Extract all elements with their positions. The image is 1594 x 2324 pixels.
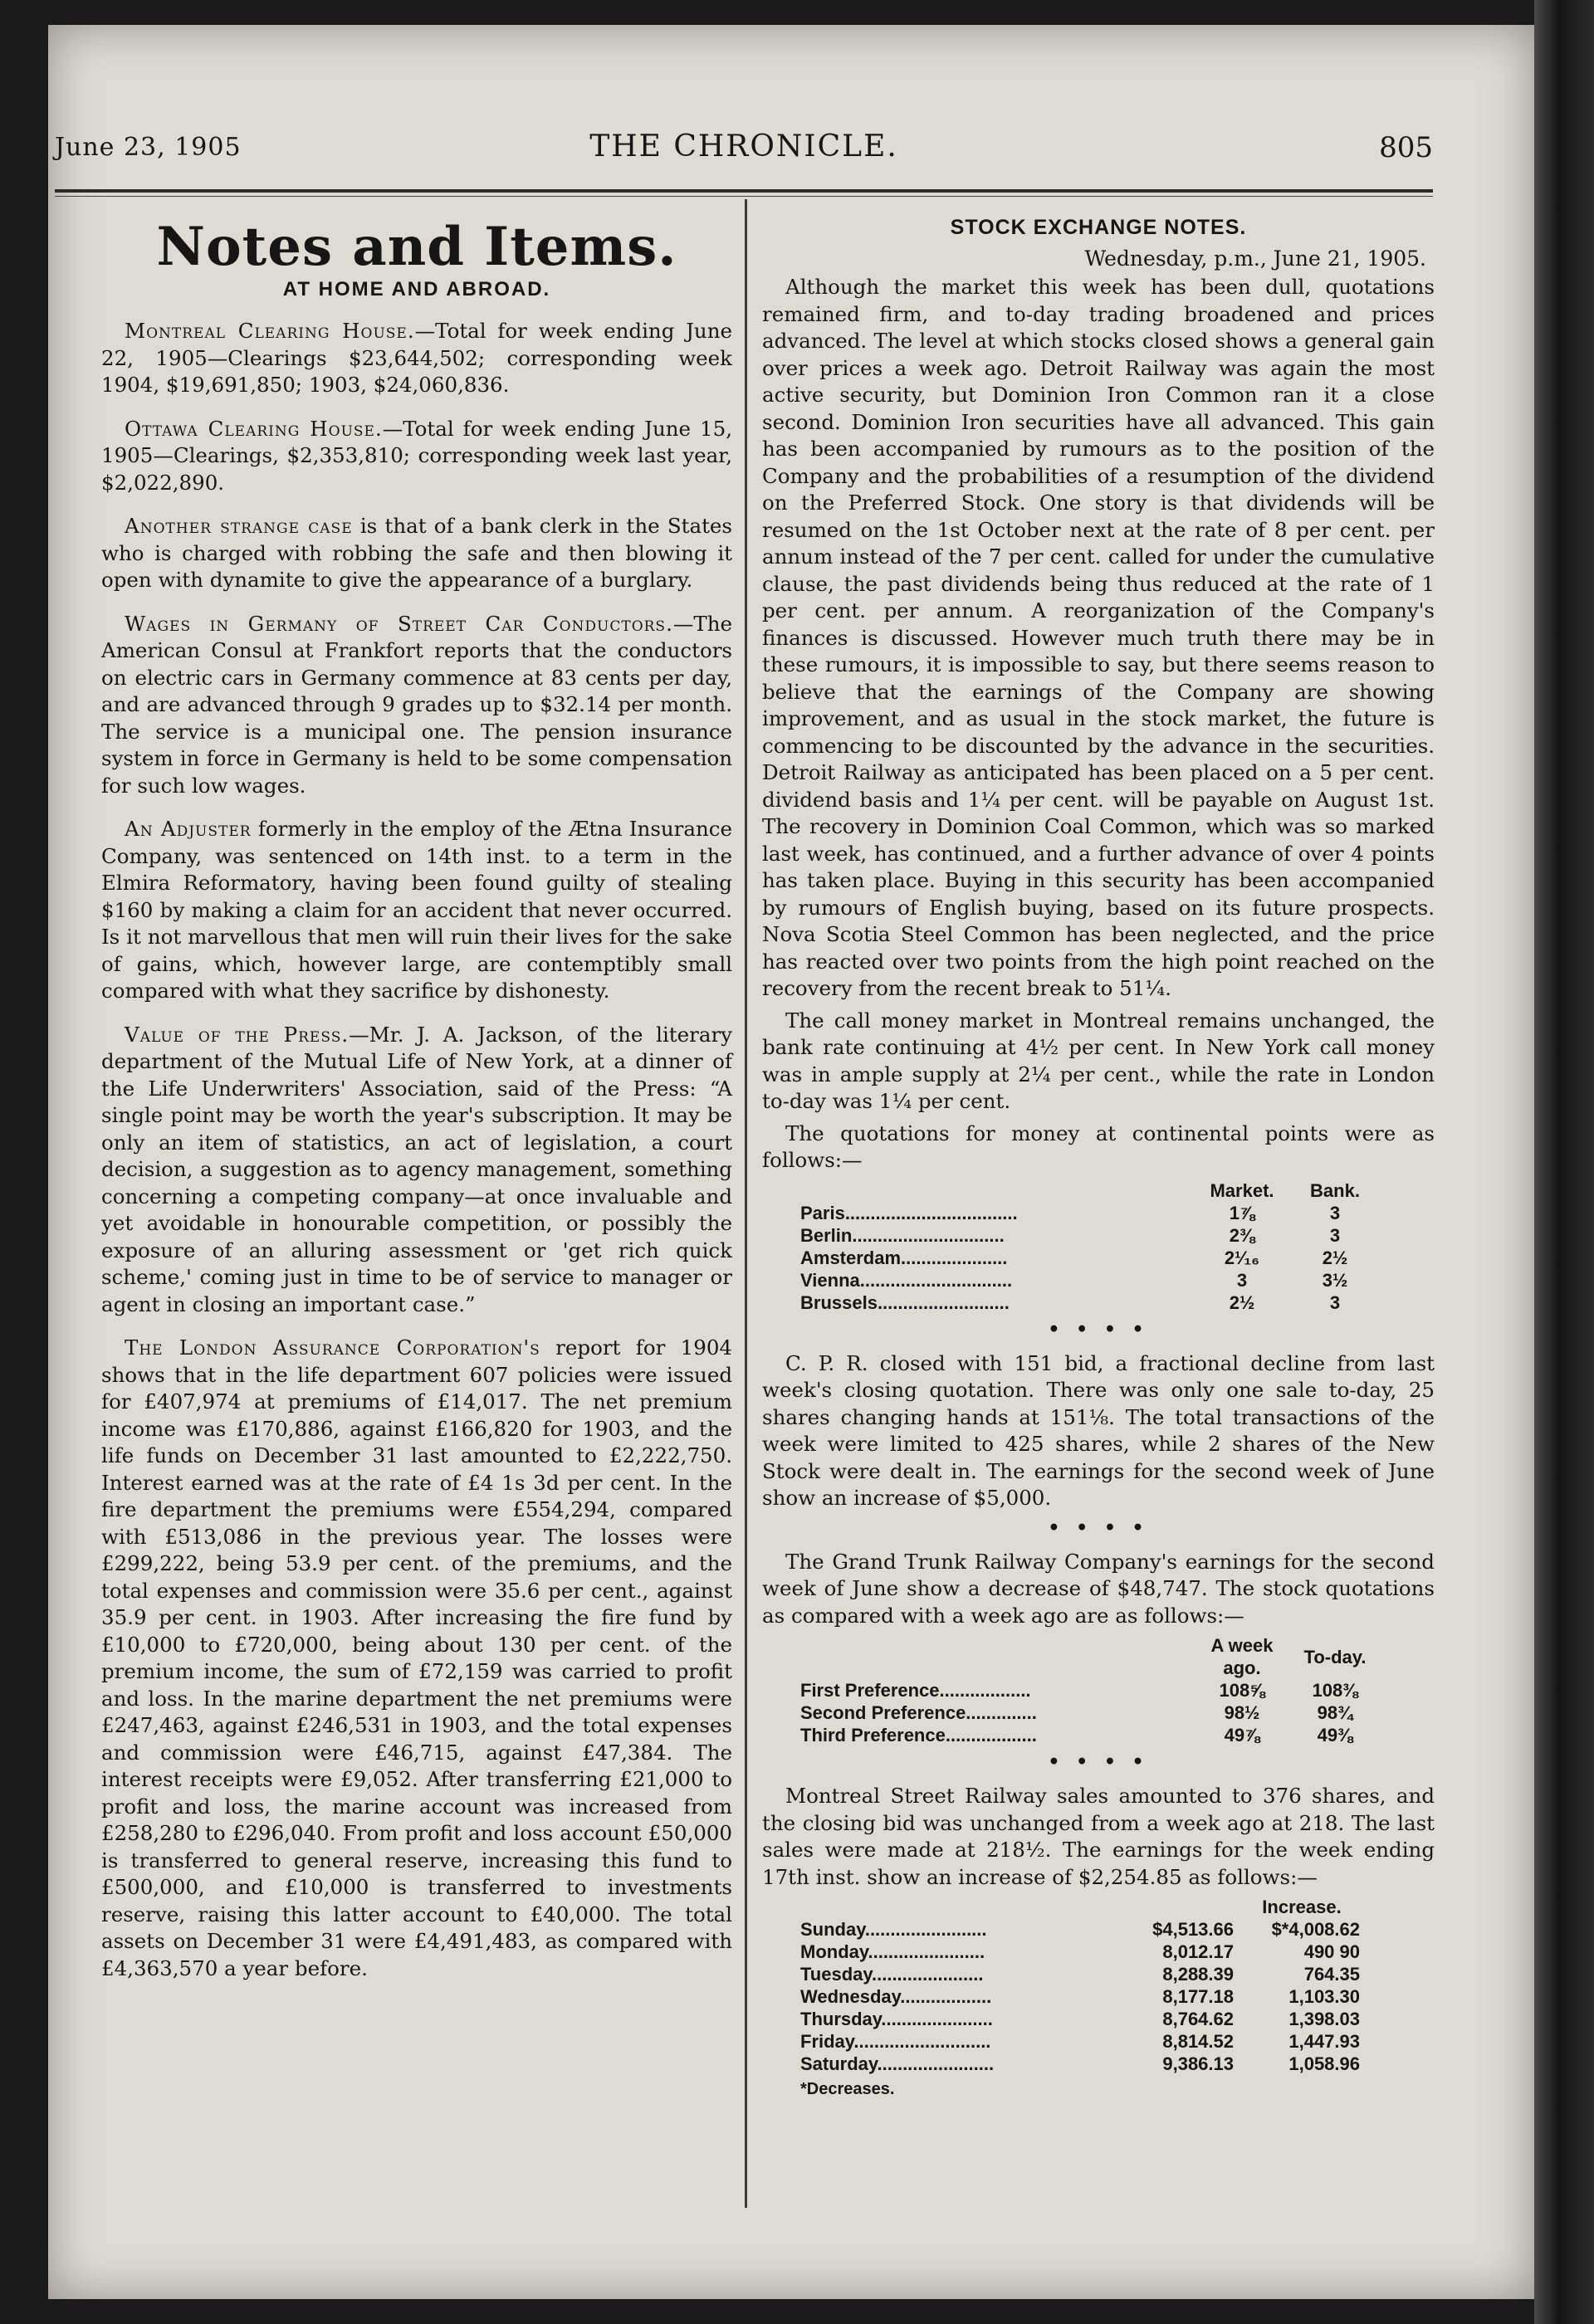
bank-rate: 3 — [1329, 1291, 1341, 1313]
item-lead: The London Assurance Corporation's — [125, 1335, 540, 1360]
item-lead: An Adjuster — [125, 817, 252, 841]
column-header-market: Market. — [1210, 1179, 1274, 1201]
news-item — [101, 416, 732, 497]
news-item — [101, 1335, 732, 1982]
market-rate: 2¹⁄₁₆ — [1224, 1247, 1260, 1268]
table-row — [795, 1247, 1381, 1269]
earnings-increase: 1,398.03 — [1288, 2009, 1360, 2029]
header-date: June 23, 1905 — [55, 133, 242, 162]
item-text: —Total for week ending June 22, 1905—Clearings $23,644,502; corresponding week 1904, $19,691,850; 1903, $24,060,836. — [101, 319, 732, 397]
news-item — [101, 513, 732, 594]
city-name: Paris.................................. — [800, 1202, 1018, 1223]
earnings-increase: 490 90 — [1303, 1941, 1360, 1962]
table-header-row — [795, 1179, 1381, 1202]
column-divider — [745, 199, 747, 2208]
earnings-amount: 9,386.13 — [1162, 2053, 1234, 2074]
item-lead: Another strange case — [125, 514, 353, 538]
item-text: report for 1904 shows that in the life department 607 policies were issued for £407,974 at premiums of £14,017. The net premium income was £170,886, against £166,820 for 1903, and the life funds on December 31 last amounted to £2,222,750. Interest earned was at the rate of £4 1s 3d per cent. In the fire department the premiums were £554,294, compared with £513,086 in the previous year. The losses were £299,222, being 53.9 per cent. of the premiums, and the total expenses and commission were 35.6 per cent., against 35.9 per cent. in 1903. After increasing the fire fund by £10,000 to £720,000, being about 130 per cent. of the premium income, the sum of £72,159 was carried to profit and loss. In the marine department the net premiums were £247,463, against £246,531 in 1903, and the total expenses and commission were £46,715, against £47,384. The interest receipts were £9,052. After transferring £21,000 to profit and loss, the marine account was increased from £258,280 to £296,040. From profit and loss account £50,000 is transferred to general reserve, increasing this fund to £500,000, and £10,000 is transferred to investments reserve, raising this latter account to £40,000. The total assets on December 31 were £4,491,483, as compared with £4,363,570 a year before. — [101, 1335, 732, 1980]
table-row — [795, 1224, 1381, 1247]
day-name: Sunday........................ — [800, 1919, 987, 1940]
today-value: 108⅜ — [1312, 1680, 1358, 1701]
day-name: Monday....................... — [800, 1941, 985, 1962]
street-railway-paragraph: Montreal Street Railway sales amounted to 376 shares, and the closing bid was unchanged from a week ago at 218. The last sales were made at 218½. The earnings for the week ending 17th inst. show an increase of $2,254.85 as follows:— — [762, 1784, 1435, 1889]
table-row — [795, 1679, 1381, 1702]
week-ago-value: 49⅞ — [1224, 1725, 1260, 1745]
stock-exchange-title: STOCK EXCHANGE NOTES. — [950, 216, 1247, 239]
notes-items-title: Notes and Items. — [156, 216, 677, 278]
table-row — [795, 2053, 1365, 2075]
news-item — [101, 1022, 732, 1319]
item-lead: Value of the Press. — [125, 1022, 350, 1047]
stock-name: Second Preference.............. — [800, 1702, 1037, 1723]
bank-rate: 2½ — [1322, 1247, 1348, 1268]
stock-name: Third Preference.................. — [800, 1725, 1037, 1745]
city-name: Vienna.............................. — [800, 1269, 1013, 1291]
section-separator: • • • • — [1048, 1516, 1149, 1539]
column-header-bank: Bank. — [1310, 1179, 1360, 1201]
earnings-amount: 8,288.39 — [1162, 1964, 1234, 1985]
item-text: —The American Consul at Frankfort reports that the conductors on electric cars in Germany commence at 83 cents per day, and are advanced through 9 grades up to $32.14 per month. The service is a municipal one. The pension insurance system in force in Germany is held to be some compensation for such low wages. — [101, 611, 732, 798]
stock-name: First Preference.................. — [800, 1680, 1031, 1701]
market-rate: 3 — [1236, 1269, 1248, 1291]
earnings-amount: 8,814.52 — [1162, 2031, 1234, 2052]
city-name: Amsterdam..................... — [800, 1247, 1008, 1268]
grand-trunk-table — [795, 1634, 1381, 1746]
table-row — [795, 1269, 1381, 1291]
grand-trunk-paragraph: The Grand Trunk Railway Company's earnings for the second week of June show a decrease of $48,747. The stock quotations as compared with a week ago are as follows:— — [762, 1549, 1435, 1628]
section-separator: • • • • — [1048, 1751, 1149, 1773]
item-text: —Total for week ending June 15, 1905—Clearings, $2,353,810; corresponding week last year, $2,022,890. — [101, 416, 732, 495]
news-item — [101, 611, 732, 800]
page-header — [55, 124, 1433, 183]
day-name: Wednesday.................. — [800, 1986, 992, 2007]
city-name: Berlin.............................. — [800, 1224, 1005, 1246]
decreases-footnote: *Decreases. — [800, 2080, 895, 2098]
earnings-increase: 1,103.30 — [1288, 1986, 1360, 2007]
table-row — [795, 1702, 1381, 1724]
day-name: Saturday....................... — [800, 2053, 995, 2074]
street-railway-earnings-table — [795, 1896, 1365, 2075]
table-row — [795, 1918, 1365, 1941]
header-rule — [55, 189, 1433, 193]
item-lead: Montreal Clearing House. — [125, 319, 415, 343]
page-number: 805 — [1379, 131, 1433, 164]
header-rule-thin — [55, 196, 1433, 197]
table-row — [795, 1985, 1365, 2008]
call-money-paragraph: The call money market in Montreal remains unchanged, the bank rate continuing at 4½ per cent. In New York call money was in ample supply at 2¼ per cent., while the rate in London to-day was 1¼ per cent. — [762, 1008, 1435, 1113]
table-row — [795, 1202, 1381, 1224]
market-rate: 2½ — [1229, 1291, 1255, 1313]
table-row — [795, 1724, 1381, 1746]
page-binding-edge — [1534, 0, 1594, 2324]
table-row — [795, 1963, 1365, 1985]
bank-rate: 3½ — [1322, 1269, 1348, 1291]
table-header-row — [795, 1634, 1381, 1679]
day-name: Tuesday...................... — [800, 1964, 984, 1985]
today-value: 49⅜ — [1317, 1725, 1353, 1745]
news-item — [101, 816, 732, 1005]
notes-items-subtitle: AT HOME AND ABROAD. — [282, 278, 551, 300]
column-header-week-ago: A week ago. — [1210, 1635, 1274, 1678]
table-row — [795, 2008, 1365, 2030]
market-paragraph: Although the market this week has been dull, quotations remained firm, and to-day trading broadened and prices advanced. The level at which stocks closed shows a general gain over prices a week ago. Detroit Railway was again the most active security, but Dominion Iron Common ran it a close second. Dominion Iron securities have all advanced. This gain has been accompanied by rumours as to the position of the Company and the probabilities of a resumption of the dividend on the Preferred Stock. One story is that dividends will be resumed on the 1st October next at the rate of 8 per cent. per annum instead of the 7 per cent. called for under the cumulative clause, the past dividends being thus reduced at the rate of 1 per cent. per annum. A reorganization of the Company's finances is discussed. However much truth there may be in these rumours, it is impossible to say, but there seems reason to believe that the earnings of the Company are showing improvement, and as usual in the stock market, the future is commencing to be discounted by the advance in the securities. Detroit Railway as anticipated has been placed on a 5 per cent. dividend basis and 1¼ per cent. will be payable on August 1st. The recovery in Dominion Coal Common, which was so marked last week, has continued, and a further advance of over 4 points has taken place. Buying in this security has been accompanied by rumours of English buying, based on its future prospects. Nova Scotia Steel Common has been neglected, and the price has reacted over two points from the high point reached on the recovery from the recent break to 51¼. — [762, 275, 1435, 1000]
right-column — [762, 208, 1435, 2099]
left-column — [101, 208, 732, 1999]
quotations-intro: The quotations for money at continental points were as follows:— — [762, 1120, 1435, 1172]
newspaper-title: THE CHRONICLE. — [589, 129, 898, 164]
table-row — [795, 1291, 1381, 1314]
earnings-amount: $4,513.66 — [1152, 1919, 1234, 1940]
market-rate: 2⅜ — [1229, 1224, 1255, 1246]
earnings-amount: 8,764.62 — [1162, 2009, 1234, 2029]
news-item — [101, 318, 732, 399]
bank-rate: 3 — [1329, 1202, 1341, 1223]
item-lead: Ottawa Clearing House. — [125, 416, 383, 441]
week-ago-value: 98½ — [1224, 1702, 1260, 1723]
earnings-amount: 8,177.18 — [1162, 1986, 1234, 2007]
section-separator: • • • • — [1048, 1318, 1149, 1340]
table-row — [795, 1941, 1365, 1963]
column-header-increase: Increase. — [1262, 1897, 1342, 1917]
dateline: Wednesday, p.m., June 21, 1905. — [1084, 247, 1426, 271]
column-header-today: To-day. — [1303, 1646, 1367, 1667]
item-text: formerly in the employ of the Ætna Insurance Company, was sentenced on 14th inst. to a term in the Elmira Reformatory, having been found guilty of stealing $160 by making a claim for an accident that never occurred. Is it not marvellous that men will ruin their lives for the sake of gains, which, however large, are contemptibly small compared with what they sacrifice by dishonesty. — [101, 817, 732, 1003]
item-text: —Mr. J. A. Jackson, of the literary department of the Mutual Life of New York, at a dinner of the Life Underwriters' Association, said of the Press: “A single point may be worth the year's subscription. It may be only an item of statistics, an act of legislation, a court decision, a suggestion as to agency management, something concerning a competing company—at once invaluable and yet avoidable in honourable competition, or possibly the exposure of an alluring assessment or 'get rich quick scheme,' coming just in time to be of service to manager or agent in closing an important case.” — [101, 1022, 732, 1316]
earnings-increase: $*4,008.62 — [1271, 1919, 1360, 1940]
money-rates-table — [795, 1179, 1381, 1314]
table-row — [795, 2030, 1365, 2053]
item-text: is that of a bank clerk in the States who is charged with robbing the safe and then blowing it open with dynamite to give the appearance of a burglary. — [101, 514, 732, 592]
city-name: Brussels.......................... — [800, 1291, 1010, 1313]
today-value: 98¾ — [1317, 1702, 1353, 1723]
item-lead: Wages in Germany of Street Car Conductors. — [125, 611, 673, 636]
day-name: Friday........................... — [800, 2031, 991, 2052]
earnings-increase: 1,058.96 — [1288, 2053, 1360, 2074]
earnings-increase: 764.35 — [1303, 1964, 1360, 1985]
bank-rate: 3 — [1329, 1224, 1341, 1246]
day-name: Thursday...................... — [800, 2009, 993, 2029]
market-rate: 1⅞ — [1229, 1202, 1255, 1223]
week-ago-value: 108⅝ — [1219, 1680, 1265, 1701]
earnings-increase: 1,447.93 — [1288, 2031, 1360, 2052]
earnings-amount: 8,012.17 — [1162, 1941, 1234, 1962]
cpr-paragraph: C. P. R. closed with 151 bid, a fractional decline from last week's closing quotation. There was only one sale to-day, 25 shares changing hands at 151⅛. The total transactions of the week were limited to 425 shares, while 2 shares of the New Stock were dealt in. The earnings for the second week of June show an increase of $5,000. — [762, 1350, 1435, 1510]
table-header-row — [795, 1896, 1365, 1918]
